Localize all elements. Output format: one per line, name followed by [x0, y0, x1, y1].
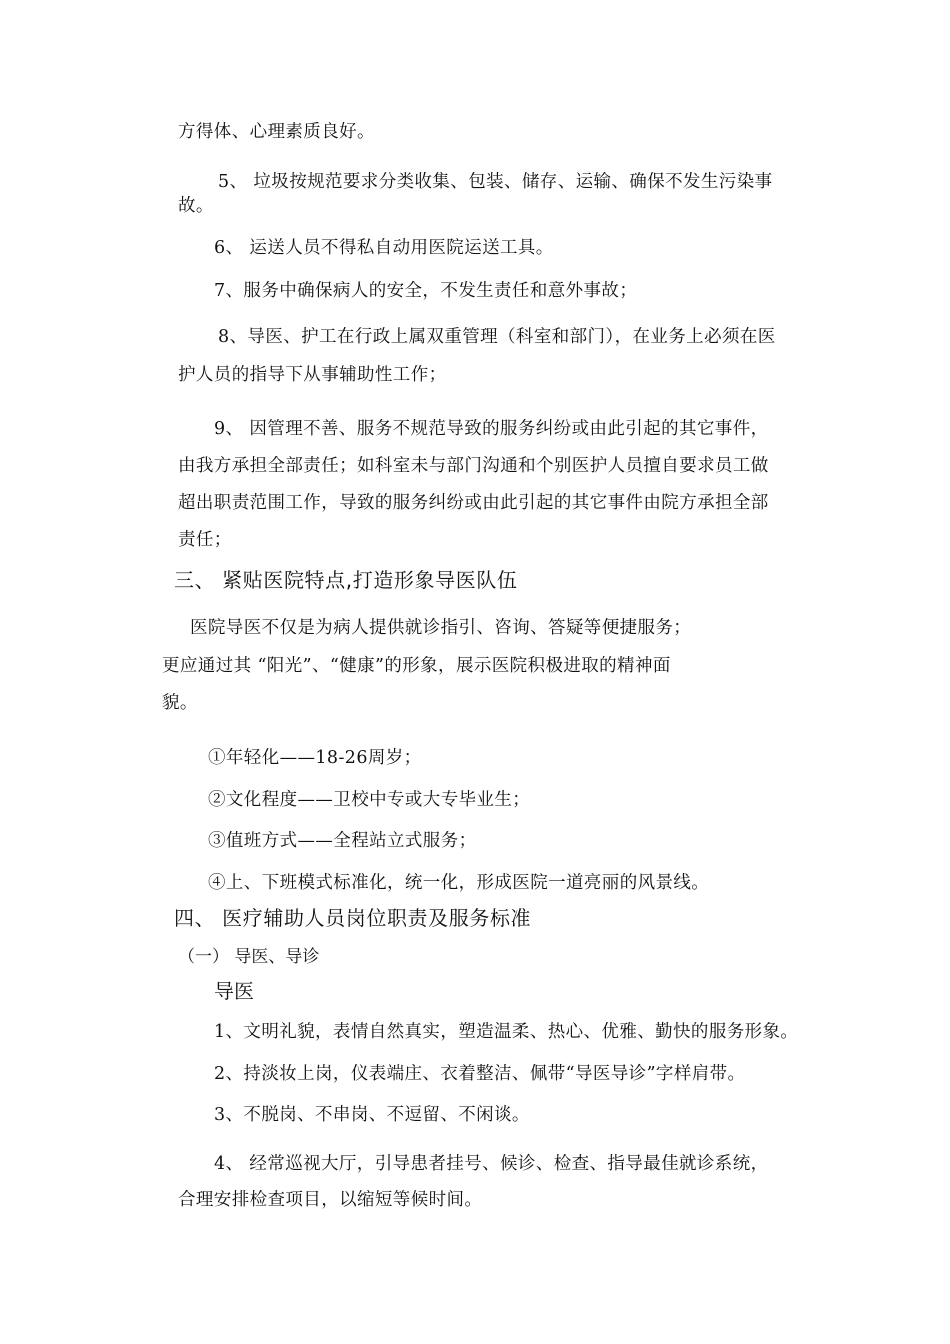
duty-item-2: 2、持淡妆上岗，仪表端庄、衣着整洁、佩带“导医导诊”字样肩带。: [214, 1064, 746, 1084]
paragraph-line: 更应通过其 “阳光”、“健康”的形象，展示医院积极进取的精神面: [162, 656, 671, 676]
bullet-item: ③值班方式——全程站立式服务；: [208, 831, 477, 851]
duty-item-3: 3、不脱岗、不串岗、不逗留、不闲谈。: [214, 1105, 530, 1125]
list-item-9-cont: 由我方承担全部责任；如科室未与部门沟通和个别医护人员擅自要求员工做: [178, 456, 769, 476]
list-item-7: 7、服务中确保病人的安全，不发生责任和意外事故；: [214, 281, 638, 301]
subsection-heading: （一） 导医、导诊: [178, 947, 320, 967]
duty-item-4-cont: 合理安排检查项目，以缩短等候时间。: [178, 1190, 483, 1210]
section-heading-4: 四、 医疗辅助人员岗位职责及服务标准: [174, 906, 532, 930]
bullet-item: ①年轻化——18-26周岁；: [208, 748, 422, 768]
subsection-title: 导医: [214, 979, 254, 1003]
list-item-9-cont: 超出职责范围工作，导致的服务纠纷或由此引起的其它事件由院方承担全部: [178, 493, 769, 513]
list-item-6: 6、 运送人员不得私自动用医院运送工具。: [214, 238, 554, 258]
duty-item-1: 1、文明礼貌，表情自然真实，塑造温柔、热心、优雅、勤快的服务形象。: [214, 1022, 799, 1042]
list-item-8: 8、导医、护工在行政上属双重管理（科室和部门），在业务上必须在医: [218, 327, 776, 347]
list-item-9-cont: 责任；: [178, 530, 232, 550]
duty-item-4: 4、 经常巡视大厅，引导患者挂号、候诊、检查、指导最佳就诊系统，: [214, 1154, 769, 1174]
list-item-9: 9、 因管理不善、服务不规范导致的服务纠纷或由此引起的其它事件，: [214, 419, 769, 439]
list-item-5-cont: 故。: [178, 196, 214, 216]
text-line: 方得体、心理素质良好。: [178, 122, 375, 142]
list-item-5: 5、 垃圾按规范要求分类收集、包装、储存、运输、确保不发生污染事: [218, 172, 773, 192]
paragraph-line: 貌。: [162, 693, 198, 713]
list-item-8-cont: 护人员的指导下从事辅助性工作；: [178, 365, 447, 385]
bullet-item: ④上、下班模式标准化，统一化，形成医院一道亮丽的风景线。: [208, 873, 710, 893]
section-heading-3: 三、 紧贴医院特点,打造形象导医队伍: [174, 568, 518, 592]
bullet-item: ②文化程度——卫校中专或大专毕业生；: [208, 790, 531, 810]
paragraph-line: 医院导医不仅是为病人提供就诊指引、咨询、答疑等便捷服务；: [190, 618, 692, 638]
